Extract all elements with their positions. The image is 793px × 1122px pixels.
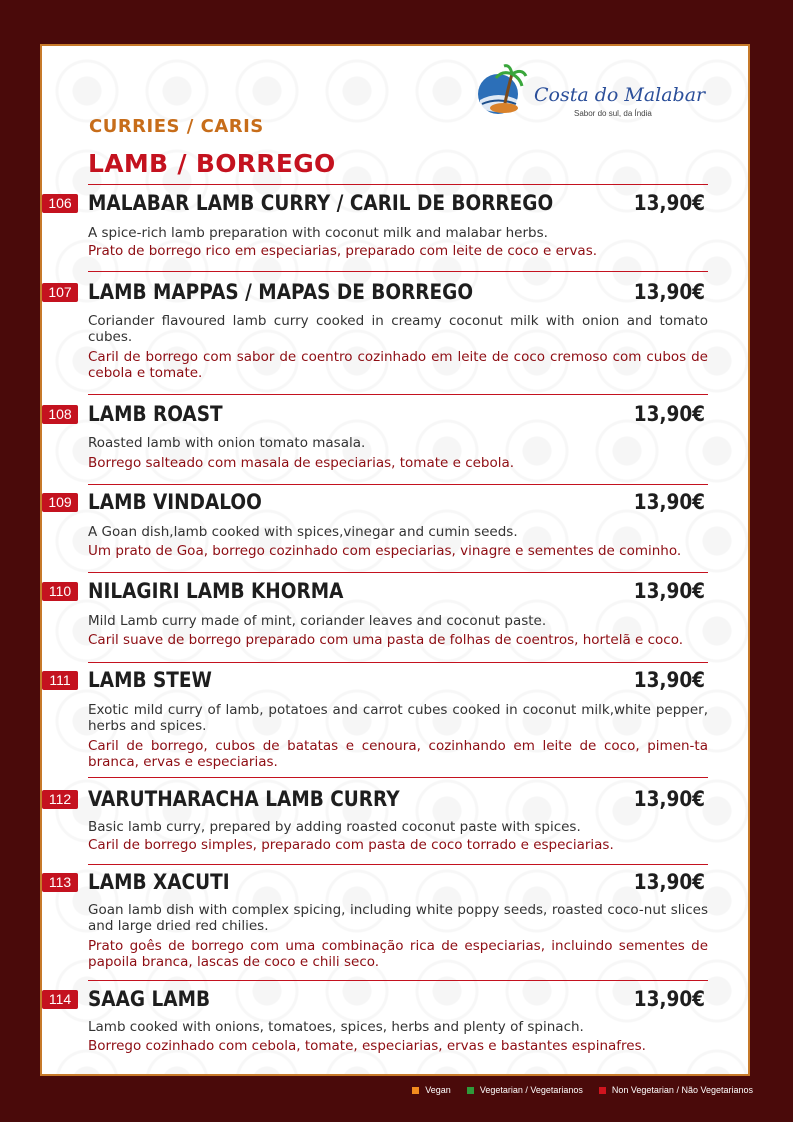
legend-vegetarian bbox=[467, 1085, 583, 1095]
item-name: LAMB VINDALOO bbox=[88, 490, 262, 514]
brand-logo bbox=[474, 64, 704, 122]
item-number: 109 bbox=[42, 493, 78, 512]
item-price: 13,90€ bbox=[633, 490, 705, 514]
item-number: 107 bbox=[42, 283, 78, 302]
item-name: LAMB XACUTI bbox=[88, 870, 230, 894]
legend-vegan bbox=[412, 1085, 451, 1095]
divider bbox=[88, 184, 708, 185]
item-price: 13,90€ bbox=[633, 787, 705, 811]
legend-label: Vegan bbox=[425, 1085, 451, 1095]
item-description-en: Roasted lamb with onion tomato masala. bbox=[88, 435, 366, 451]
item-description-en: Coriander flavoured lamb curry cooked in creamy coconut milk with onion and tomato cubes. bbox=[88, 313, 708, 345]
item-description-pt: Caril de borrego com sabor de coentro cozinhado em leite de coco cremoso com cubos de cebola e tomate. bbox=[88, 349, 708, 381]
divider bbox=[88, 980, 708, 981]
item-description-en: A Goan dish,lamb cooked with spices,vinegar and cumin seeds. bbox=[88, 524, 518, 540]
item-number: 113 bbox=[42, 873, 78, 892]
brand-tagline: Sabor do sul, da Índia bbox=[574, 109, 652, 118]
item-description-pt: Prato de borrego rico em especiarias, preparado com leite de coco e ervas. bbox=[88, 243, 598, 259]
divider bbox=[88, 394, 708, 395]
item-price: 13,90€ bbox=[633, 870, 705, 894]
divider bbox=[88, 864, 708, 865]
item-description-en: Basic lamb curry, prepared by adding roasted coconut paste with spices. bbox=[88, 819, 581, 835]
item-name: SAAG LAMB bbox=[88, 987, 211, 1011]
item-description-pt: Borrego cozinhado com cebola, tomate, especiarias, ervas e bastantes espinafres. bbox=[88, 1038, 646, 1054]
item-number: 114 bbox=[42, 990, 78, 1009]
item-description-pt: Prato goês de borrego com uma combinação rica de especiarias, incluindo sementes de papoila branca, lascas de coco e chili seco. bbox=[88, 938, 708, 970]
divider bbox=[88, 484, 708, 485]
category-title: LAMB / BORREGO bbox=[88, 149, 336, 178]
item-name: LAMB ROAST bbox=[88, 402, 223, 426]
brand-name: Costa do Malabar bbox=[534, 84, 706, 106]
diet-legend bbox=[412, 1083, 753, 1097]
item-price: 13,90€ bbox=[633, 280, 705, 304]
item-description-pt: Um prato de Goa, borrego cozinhado com especiarias, vinagre e sementes de cominho. bbox=[88, 543, 682, 559]
item-price: 13,90€ bbox=[633, 987, 705, 1011]
item-price: 13,90€ bbox=[633, 402, 705, 426]
vegan-square-icon bbox=[412, 1087, 419, 1094]
item-name: LAMB MAPPAS / MAPAS DE BORREGO bbox=[88, 280, 474, 304]
legend-label: Non Vegetarian / Não Vegetarianos bbox=[611, 1085, 753, 1095]
item-description-pt: Caril suave de borrego preparado com uma pasta de folhas de coentros, hortelã e coco. bbox=[88, 632, 684, 648]
item-price: 13,90€ bbox=[633, 668, 705, 692]
item-description-en: Exotic mild curry of lamb, potatoes and carrot cubes cooked in coconut milk,white pepper, herbs and spices. bbox=[88, 702, 708, 734]
section-title: CURRIES / CARIS bbox=[89, 116, 264, 137]
item-name: NILAGIRI LAMB KHORMA bbox=[88, 579, 344, 603]
item-description-en: Mild Lamb curry made of mint, coriander leaves and coconut paste. bbox=[88, 613, 547, 629]
item-description-en: Goan lamb dish with complex spicing, including white poppy seeds, roasted coco-nut slices and large dried red chilies. bbox=[88, 902, 708, 934]
item-number: 112 bbox=[42, 790, 78, 809]
item-description-pt: Caril de borrego, cubos de batatas e cenoura, cozinhando em leite de coco, pimen-ta branca, ervas e especiarias. bbox=[88, 738, 708, 770]
legend-non-vegetarian bbox=[599, 1085, 753, 1095]
item-price: 13,90€ bbox=[633, 191, 705, 215]
non-vegetarian-square-icon bbox=[599, 1087, 606, 1094]
item-name: VARUTHARACHA LAMB CURRY bbox=[88, 787, 400, 811]
divider bbox=[88, 271, 708, 272]
item-number: 111 bbox=[42, 671, 78, 690]
item-description-en: Lamb cooked with onions, tomatoes, spices, herbs and plenty of spinach. bbox=[88, 1019, 584, 1035]
item-description-en: A spice-rich lamb preparation with coconut milk and malabar herbs. bbox=[88, 225, 548, 241]
item-description-pt: Borrego salteado com masala de especiarias, tomate e cebola. bbox=[88, 455, 515, 471]
item-description-pt: Caril de borrego simples, preparado com pasta de coco torrado e especiarias. bbox=[88, 837, 614, 853]
vegetarian-square-icon bbox=[467, 1087, 474, 1094]
item-number: 108 bbox=[42, 405, 78, 424]
legend-label: Vegetarian / Vegetarianos bbox=[479, 1085, 583, 1095]
item-name: MALABAR LAMB CURRY / CARIL DE BORREGO bbox=[88, 191, 554, 215]
palm-beach-logo-icon bbox=[474, 64, 528, 118]
item-number: 110 bbox=[42, 582, 78, 601]
item-number: 106 bbox=[42, 194, 78, 213]
divider bbox=[88, 572, 708, 573]
item-price: 13,90€ bbox=[633, 579, 705, 603]
divider bbox=[88, 777, 708, 778]
divider bbox=[88, 662, 708, 663]
item-name: LAMB STEW bbox=[88, 668, 212, 692]
